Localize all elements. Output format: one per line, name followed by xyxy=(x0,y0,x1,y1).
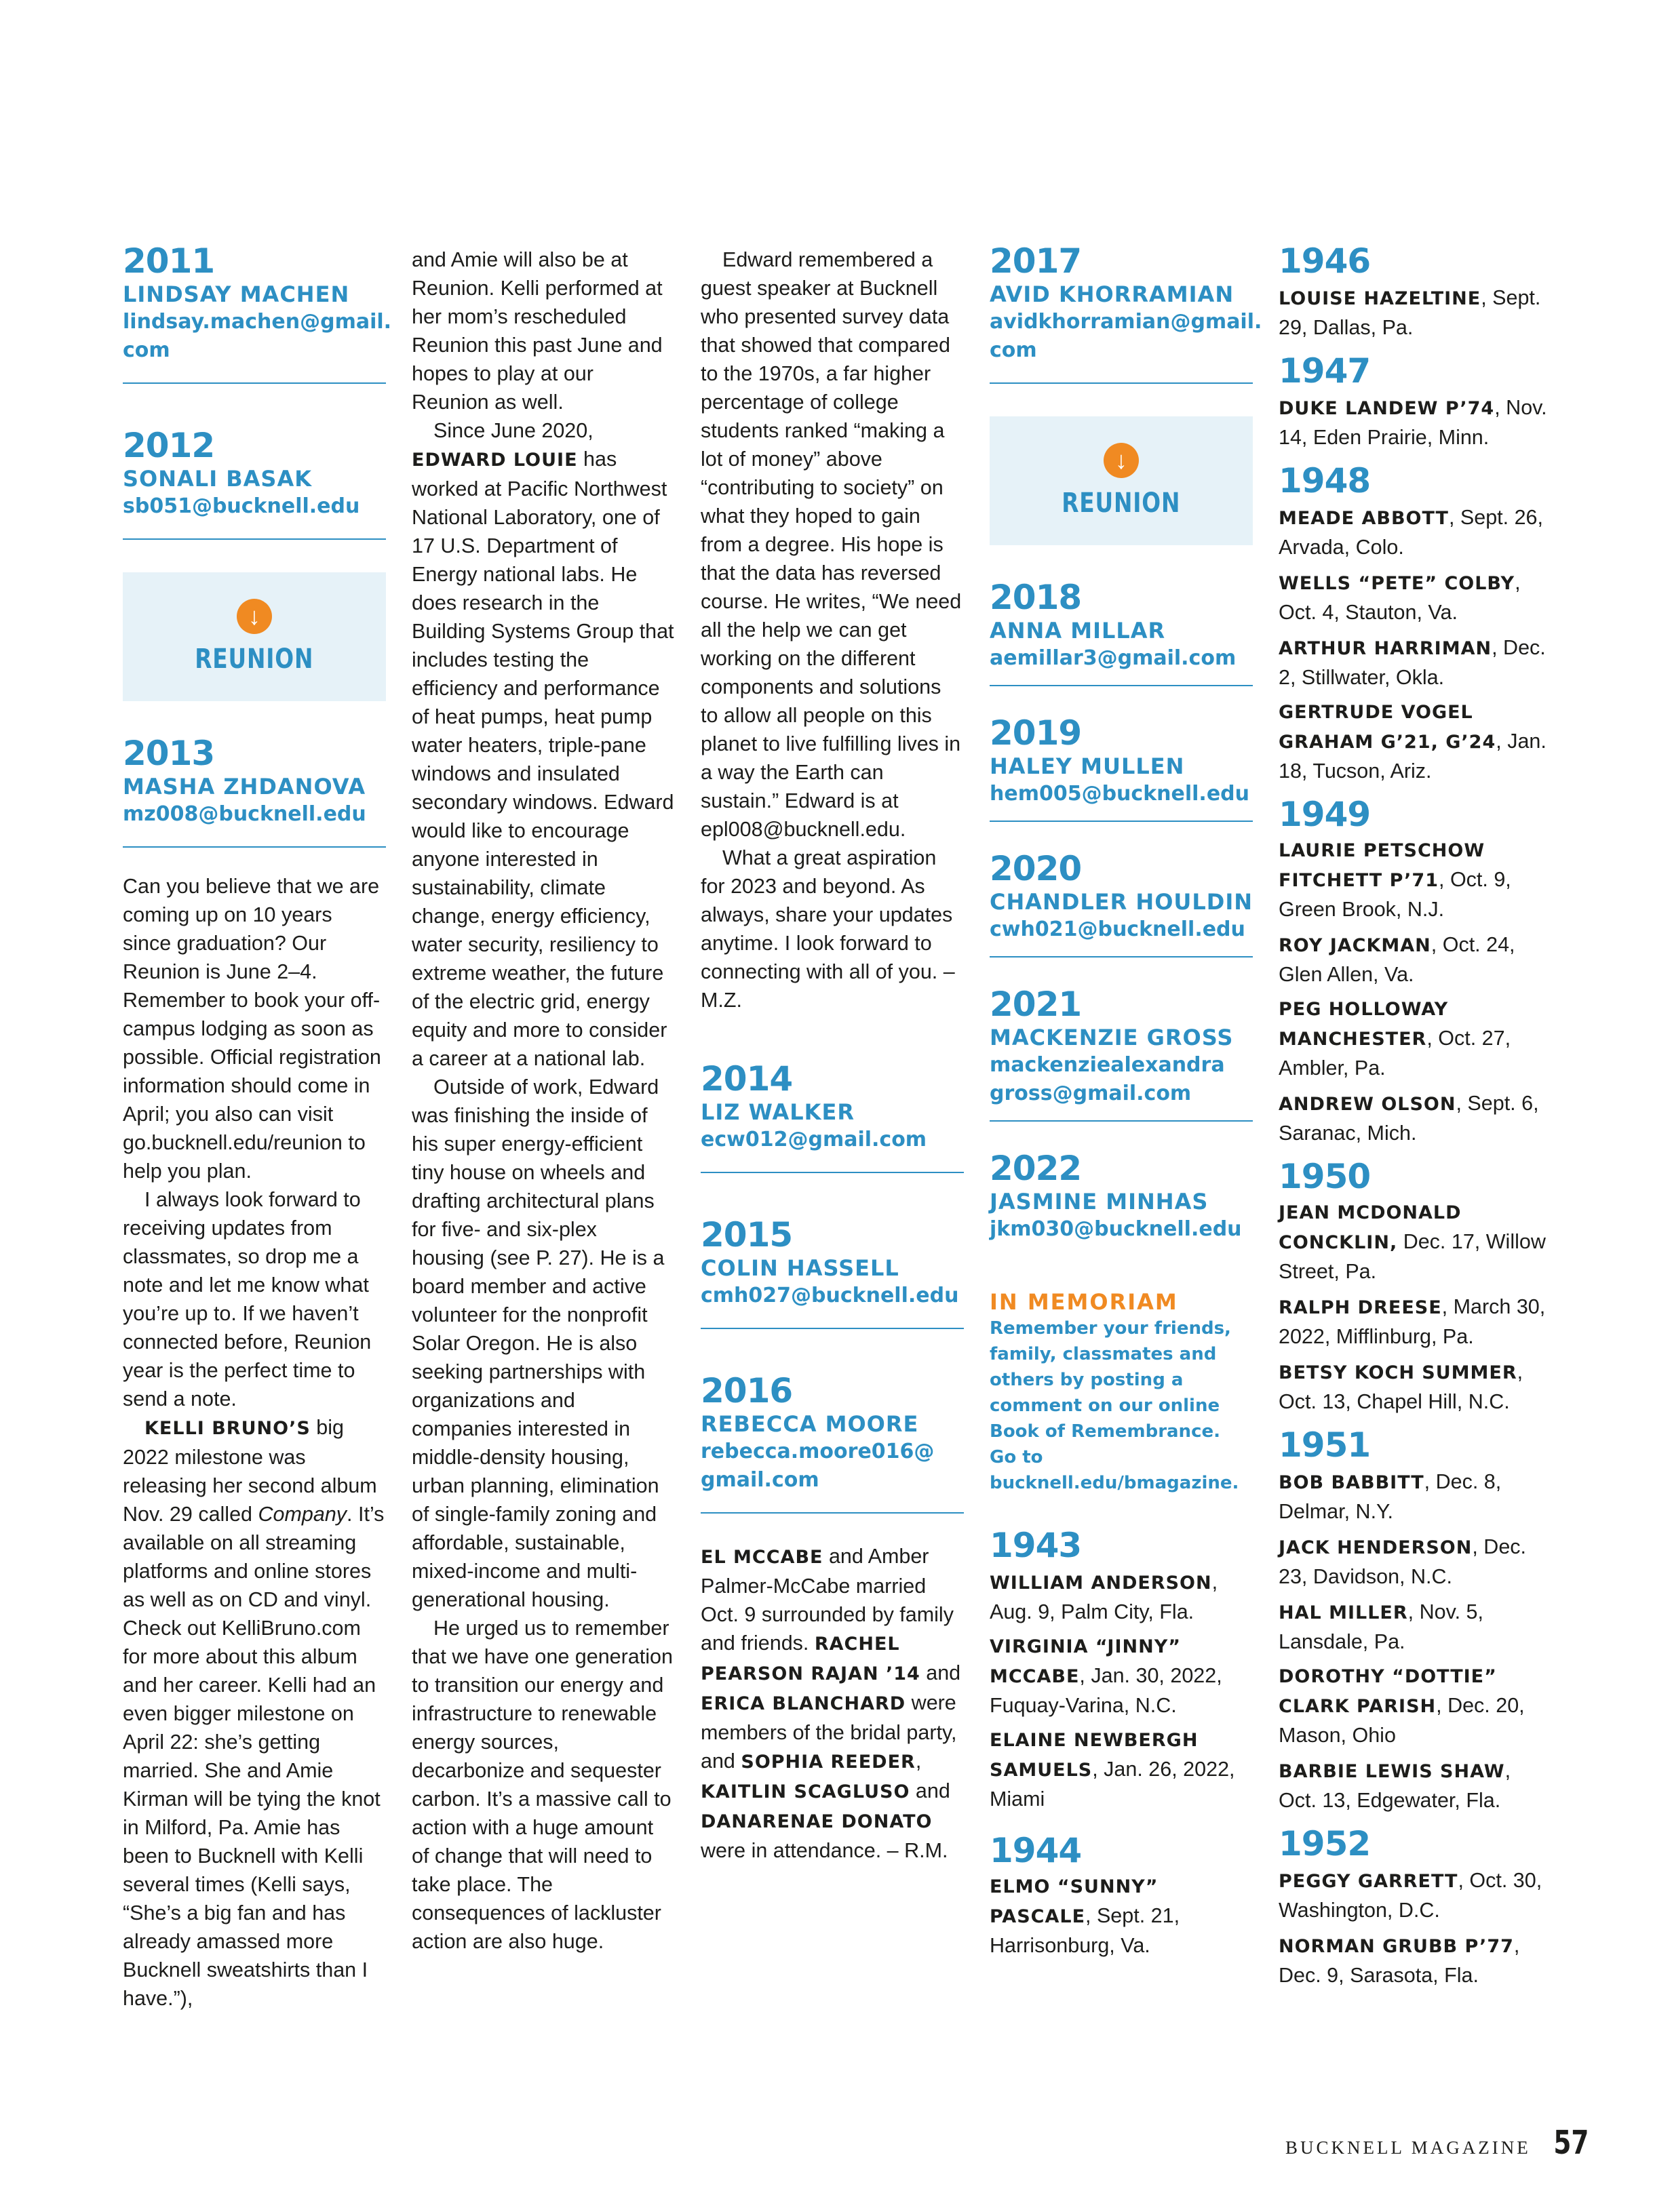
column-4 xyxy=(990,241,1262,1967)
class-year: 2013 xyxy=(123,734,215,773)
obituary-entry xyxy=(1279,698,1550,785)
deceased-name: WELLS “PETE” COLBY xyxy=(1279,573,1515,594)
obituary-entry xyxy=(990,1568,1253,1626)
obit-year: 1947 xyxy=(1279,351,1371,391)
obituary-entry xyxy=(1279,837,1550,924)
obit-year: 1944 xyxy=(990,1831,1082,1870)
obituary-entry xyxy=(1279,1598,1550,1656)
class-year: 2015 xyxy=(701,1215,793,1255)
correspondent-email[interactable]: rebecca.moore016@ gmail.com xyxy=(701,1440,935,1492)
obit-detail: , Jan. 18, Tucson, Ariz. xyxy=(1279,730,1547,783)
obit-detail: Dec. 17, Willow Street, Pa. xyxy=(1279,1230,1546,1283)
class-notes-continued xyxy=(701,245,964,1014)
obituary-entry xyxy=(1279,1358,1550,1416)
paragraph xyxy=(123,1413,386,2013)
column-2 xyxy=(412,245,675,1956)
deceased-name: LAURIE PETSCHOW FITCHETT P’71 xyxy=(1279,840,1485,891)
deceased-name: ELMO “SUNNY” PASCALE xyxy=(990,1876,1159,1927)
obit-detail: , Oct. 13, Chapel Hill, N.C. xyxy=(1279,1360,1523,1413)
paragraph: Edward remembered a guest speaker at Bucknell who presented survey data that showed that compared to the 1970s, a far higher percentage of college students ranked “making a lot of money” above “contributing to society” on what they hoped to gain from a degree. His hope is that the data has reversed course. He writes, “We need all the help we can get working on the different components and solutions to allow all people on this planet to live fulfilling lives in a way the Earth can sustain.” Edward is at epl008@bucknell.edu. xyxy=(701,248,962,841)
paragraph: and Amie will also be at Reunion. Kelli performed at her mom’s rescheduled Reunion this past June and hopes to play at our Reunion as well. xyxy=(412,248,663,414)
obit-detail: , Dec. 20, Mason, Ohio xyxy=(1279,1694,1525,1747)
obituary-entry xyxy=(1279,1292,1550,1351)
deceased-name: NORMAN GRUBB P’77 xyxy=(1279,1936,1514,1957)
arrow-down-circle-icon: ↓ xyxy=(1104,443,1139,478)
arrow-down-circle-icon: ↓ xyxy=(237,599,272,634)
obit-detail: , Sept. 21, Harrisonburg, Va. xyxy=(990,1904,1180,1957)
class-correspondent: JASMINE MINHAS xyxy=(990,1189,1209,1214)
class-year: 2017 xyxy=(990,241,1082,281)
class-correspondent: AVID KHORRAMIAN xyxy=(990,281,1234,307)
class-2019 xyxy=(990,713,1253,822)
obituary-entry xyxy=(1279,1533,1550,1591)
obituary-entry xyxy=(1279,633,1550,692)
paragraph: Can you believe that we are coming up on 10 years since graduation? Our Reunion is June 2–4. Remember to book your off-campus lodging as soon as possible. Official registration information should come in April; you also can visit go.bucknell.edu/reunion to help you plan. xyxy=(123,875,381,1183)
deceased-name: MEADE ABBOTT xyxy=(1279,508,1449,529)
correspondent-email[interactable]: mackenziealexandra gross@gmail.com xyxy=(990,1053,1225,1105)
correspondent-email[interactable]: mz008@bucknell.edu xyxy=(123,802,366,826)
class-correspondent: MACKENZIE GROSS xyxy=(990,1025,1234,1050)
correspondent-email[interactable]: avidkhorramian@gmail. com xyxy=(990,310,1262,362)
page-footer xyxy=(1285,2124,1594,2162)
obit-detail: , Dec. 2, Stillwater, Okla. xyxy=(1279,636,1546,689)
class-2018 xyxy=(990,578,1253,686)
obit-year: 1946 xyxy=(1279,241,1371,281)
obit-detail: , Oct. 24, Glen Allen, Va. xyxy=(1279,933,1515,986)
class-year: 2022 xyxy=(990,1149,1082,1188)
reunion-banner xyxy=(123,572,386,701)
class-year: 2016 xyxy=(701,1371,793,1410)
paragraph: What a great aspiration for 2023 and beyond. As always, share your updates anytime. I look forward to connecting with all of you. – M.Z. xyxy=(701,846,955,1012)
correspondent-email[interactable]: ecw012@gmail.com xyxy=(701,1128,927,1151)
deceased-name: BARBIE LEWIS SHAW xyxy=(1279,1761,1505,1782)
obit-detail: , Oct. 4, Stauton, Va. xyxy=(1279,571,1521,624)
class-correspondent: ANNA MILLAR xyxy=(990,618,1166,644)
correspondent-email[interactable]: hem005@bucknell.edu xyxy=(990,782,1249,806)
obit-detail: , Oct. 27, Ambler, Pa. xyxy=(1279,1027,1511,1080)
paragraph xyxy=(701,1542,964,1865)
paragraph: He urged us to remember that we have one generation to transition our energy and infrastructure to renewable energy sources, decarbonize and sequester carbon. It’s a massive call to action with a huge amount of change that will need to take place. The consequences of lackluster action are also huge. xyxy=(412,1617,673,1953)
deceased-name: RALPH DREESE xyxy=(1279,1297,1442,1318)
text: and Amber Palmer-McCabe married Oct. 9 surrounded by family and friends. xyxy=(701,1545,954,1655)
deceased-name: VIRGINIA “JINNY” MCCABE xyxy=(990,1636,1181,1687)
deceased-name: ELAINE NEWBERGH SAMUELS xyxy=(990,1730,1199,1781)
class-correspondent: REBECCA MOORE xyxy=(701,1411,919,1437)
obit-detail: , Dec. 9, Sarasota, Fla. xyxy=(1279,1934,1520,1987)
obituary-entry xyxy=(1279,930,1550,989)
magazine-name: BUCKNELL MAGAZINE xyxy=(1285,2137,1531,2158)
class-correspondent: LIZ WALKER xyxy=(701,1099,855,1125)
obituaries-1943 xyxy=(990,1526,1253,1813)
correspondent-email[interactable]: sb051@bucknell.edu xyxy=(123,494,360,518)
correspondent-email[interactable]: cwh021@bucknell.edu xyxy=(990,917,1245,941)
text: has worked at Pacific Northwest National Laboratory, one of 17 U.S. Department of Energy national labs. He does research in the Building Systems Group that includes testing the efficiency and performance of heat pumps, heat pump water heaters, triple-pane windows and insulated secondary windows. Edward would like to encourage anyone interested in sustainability, climate change, energy efficiency, water security, resiliency to extreme weather, the future of the electric grid, energy equity and more to consider a career at a national lab. xyxy=(412,448,674,1070)
obit-year: 1951 xyxy=(1279,1425,1371,1465)
correspondent-email[interactable]: lindsay.machen@gmail. com xyxy=(123,310,392,362)
obituaries-list xyxy=(1279,241,1550,1990)
class-2016 xyxy=(701,1371,964,1514)
in-memoriam xyxy=(990,1288,1253,1496)
class-correspondent: CHANDLER HOULDIN xyxy=(990,889,1253,915)
deceased-name: LOUISE HAZELTINE xyxy=(1279,288,1481,309)
page-number: 57 xyxy=(1553,2124,1589,2162)
obituaries-1946 xyxy=(1279,241,1550,342)
person-name: SOPHIA REEDER xyxy=(741,1752,916,1773)
class-2020 xyxy=(990,849,1253,957)
wedding-note xyxy=(701,1542,964,1865)
person-name: KELLI BRUNO’S xyxy=(144,1418,311,1439)
person-name: KAITLIN SCAGLUSO xyxy=(701,1781,910,1802)
deceased-name: JACK HENDERSON xyxy=(1279,1537,1473,1558)
correspondent-email[interactable]: jkm030@bucknell.edu xyxy=(990,1217,1242,1241)
obituary-entry xyxy=(1279,1467,1550,1526)
class-2021 xyxy=(990,985,1253,1122)
obit-detail: , Oct. 13, Edgewater, Fla. xyxy=(1279,1759,1511,1812)
obituary-entry xyxy=(1279,393,1550,452)
obit-detail: , Sept. 6, Saranac, Mich. xyxy=(1279,1092,1539,1145)
paragraph: Outside of work, Edward was finishing the inside of his super energy-efficient tiny house on wheels and drafting architectural plans for five- and six-plex housing (see P. 27). He is a board member and active volunteer for the nonprofit Solar Oregon. He is also seeking partnerships with organizations and companies interested in middle-density housing, urban planning, elimination of single-family zoning and affordable, sustainable, mixed-income and multi-generational housing. xyxy=(412,1075,665,1611)
obit-year: 1952 xyxy=(1279,1824,1371,1863)
class-year: 2011 xyxy=(123,241,215,281)
text: . It’s available on all streaming platforms and online stores as well as on CD and vinyl. Check out KelliBruno.com for more about this album and her career. Kelli had an even bigger milestone on April 22: she’s getting married. She and Amie Kirman will be tying the knot in Milford, Pa. Amie has been to Bucknell with Kelli several times (Kelli says, “She’s a big fan and has already amassed more Bucknell sweatshirts than I have.”), xyxy=(123,1503,385,2010)
class-notes-2013 xyxy=(123,872,386,2013)
obituary-entry xyxy=(1279,995,1550,1082)
class-2017 xyxy=(990,241,1262,384)
obituary-entry xyxy=(1279,1199,1550,1286)
deceased-name: HAL MILLER xyxy=(1279,1602,1408,1623)
class-correspondent: SONALI BASAK xyxy=(123,466,312,492)
deceased-name: ARTHUR HARRIMAN xyxy=(1279,638,1492,659)
obituaries-1951 xyxy=(1279,1425,1550,1815)
person-name: ERICA BLANCHARD xyxy=(701,1693,906,1714)
text: Since June 2020, xyxy=(433,419,594,442)
obit-detail: , Jan. 26, 2022, Miami xyxy=(990,1758,1235,1811)
class-year: 2019 xyxy=(990,713,1082,753)
person-name: RACHEL PEARSON RAJAN ’14 xyxy=(701,1634,920,1684)
text: were in attendance. – R.M. xyxy=(701,1839,948,1862)
obituaries-1952 xyxy=(1279,1824,1550,1990)
class-correspondent: HALEY MULLEN xyxy=(990,753,1185,779)
obituary-entry xyxy=(1279,568,1550,627)
obituaries-1948 xyxy=(1279,461,1550,785)
obituary-entry xyxy=(1279,503,1550,561)
obituaries-1944 xyxy=(990,1831,1253,1960)
class-2022 xyxy=(990,1149,1253,1261)
obituary-entry xyxy=(1279,1756,1550,1815)
deceased-name: PEG HOLLOWAY MANCHESTER xyxy=(1279,999,1449,1050)
deceased-name: DOROTHY “DOTTIE” CLARK PARISH xyxy=(1279,1666,1497,1717)
person-name: EDWARD LOUIE xyxy=(412,450,578,471)
class-correspondent: MASHA ZHDANOVA xyxy=(123,774,366,799)
deceased-name: BOB BABBITT xyxy=(1279,1472,1424,1493)
obit-detail: , Jan. 30, 2022, Fuquay-Varina, N.C. xyxy=(990,1664,1222,1717)
obituary-entry xyxy=(990,1633,1253,1720)
obit-detail: , Oct. 30, Washington, D.C. xyxy=(1279,1869,1542,1922)
deceased-name: JEAN MCDONALD CONCKLIN, xyxy=(1279,1202,1462,1253)
correspondent-email[interactable]: aemillar3@gmail.com xyxy=(990,646,1237,670)
class-2011 xyxy=(123,241,392,384)
obituary-entry xyxy=(1279,1663,1550,1750)
deceased-name: ANDREW OLSON xyxy=(1279,1094,1456,1115)
text: and xyxy=(910,1779,950,1802)
text: , xyxy=(915,1750,922,1773)
obit-year: 1949 xyxy=(1279,795,1371,834)
reunion-label: REUNION xyxy=(1062,488,1181,519)
obituaries-1949 xyxy=(1279,795,1550,1147)
deceased-name: GERTRUDE VOGEL GRAHAM G’21, G’24 xyxy=(1279,702,1496,753)
in-memoriam-title: IN MEMORIAM xyxy=(990,1289,1178,1315)
person-name: DANARENAE DONATO xyxy=(701,1811,933,1832)
class-2014 xyxy=(701,1059,964,1173)
obit-detail: , Sept. 26, Arvada, Colo. xyxy=(1279,506,1543,559)
obit-detail: , Dec. 23, Davidson, N.C. xyxy=(1279,1535,1527,1588)
text: big 2022 milestone was releasing her second album Nov. 29 called xyxy=(123,1416,377,1526)
class-year: 2021 xyxy=(990,985,1082,1024)
person-name: EL MCCABE xyxy=(701,1547,823,1568)
obituary-entry xyxy=(990,1873,1253,1960)
obit-detail: , Nov. 5, Lansdale, Pa. xyxy=(1279,1600,1483,1653)
obit-detail: , Sept. 29, Dallas, Pa. xyxy=(1279,286,1541,339)
column-5 xyxy=(1279,241,1550,1999)
deceased-name: ROY JACKMAN xyxy=(1279,935,1431,956)
paragraph xyxy=(412,416,675,1073)
class-correspondent: COLIN HASSELL xyxy=(701,1255,899,1281)
correspondent-email[interactable]: cmh027@bucknell.edu xyxy=(701,1284,959,1307)
class-2015 xyxy=(701,1215,964,1329)
class-year: 2014 xyxy=(701,1059,793,1099)
in-memoriam-text[interactable]: Remember your friends, family, classmates and others by posting a comment on our online Book of Remembrance. Go to bucknell.edu/bmagazine. xyxy=(990,1318,1239,1493)
obit-detail: , Nov. 14, Eden Prairie, Minn. xyxy=(1279,396,1547,449)
class-2012 xyxy=(123,426,386,540)
obituary-entry xyxy=(1279,1866,1550,1924)
obit-detail: , Aug. 9, Palm City, Fla. xyxy=(990,1571,1218,1623)
column-1 xyxy=(123,241,392,2013)
obit-detail: , Dec. 8, Delmar, N.Y. xyxy=(1279,1470,1502,1523)
obituary-entry xyxy=(1279,1089,1550,1147)
obituary-entry xyxy=(1279,283,1550,342)
album-title: Company xyxy=(258,1503,347,1526)
column-3 xyxy=(701,245,964,1865)
obit-year: 1943 xyxy=(990,1526,1082,1565)
class-2013 xyxy=(123,734,386,848)
reunion-banner xyxy=(990,416,1253,545)
class-year: 2018 xyxy=(990,578,1082,617)
deceased-name: PEGGY GARRETT xyxy=(1279,1871,1458,1892)
class-year: 2012 xyxy=(123,426,215,465)
obituary-entry xyxy=(990,1726,1253,1813)
obit-detail: , March 30, 2022, Mifflinburg, Pa. xyxy=(1279,1295,1546,1348)
deceased-name: WILLIAM ANDERSON xyxy=(990,1573,1212,1594)
paragraph: I always look forward to receiving updates from classmates, so drop me a note and let me know what you’re up to. If we haven’t connected before, Reunion year is the perfect time to send a note. xyxy=(123,1188,372,1410)
reunion-label: REUNION xyxy=(195,644,314,675)
obituaries-1947 xyxy=(1279,351,1550,452)
obit-detail: , Oct. 9, Green Brook, N.J. xyxy=(1279,868,1511,921)
obit-year: 1950 xyxy=(1279,1157,1371,1196)
deceased-name: BETSY KOCH SUMMER xyxy=(1279,1362,1517,1383)
obituary-entry xyxy=(1279,1931,1550,1990)
class-year: 2020 xyxy=(990,849,1082,888)
text: and xyxy=(920,1661,961,1684)
obituaries-1950 xyxy=(1279,1157,1550,1416)
class-correspondent: LINDSAY MACHEN xyxy=(123,281,350,307)
obit-year: 1948 xyxy=(1279,461,1371,500)
text: were members of the bridal party, and xyxy=(701,1691,957,1773)
deceased-name: DUKE LANDEW P’74 xyxy=(1279,398,1495,419)
